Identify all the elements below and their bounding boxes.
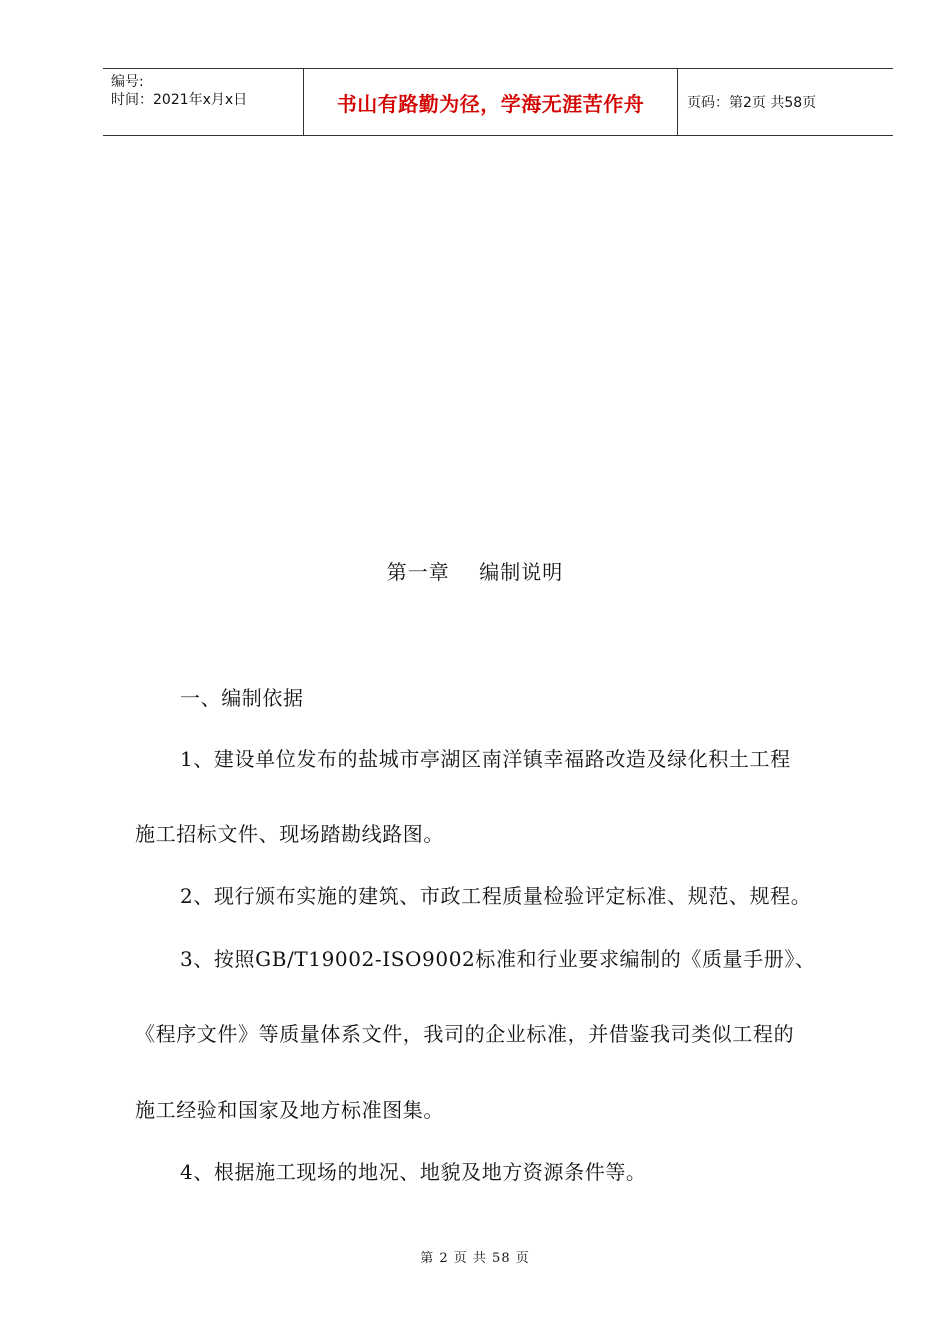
header-motto: 书山有路勤为径，学海无涯苦作舟 <box>304 69 678 135</box>
header-meta-cell <box>103 69 304 135</box>
body-line: 1、建设单位发布的盐城市亭湖区南洋镇幸福路改造及绿化积土工程 <box>180 747 791 771</box>
serial-number-label: 编号: <box>111 74 144 90</box>
body-line: 《程序文件》等质量体系文件，我司的企业标准，并借鉴我司类似工程的 <box>135 1022 795 1046</box>
page-footer: 第 2 页 共 58 页 <box>420 1251 530 1266</box>
chapter-number: 第一章 <box>386 560 450 584</box>
page-header <box>103 68 893 136</box>
body-line: 4、根据施工现场的地况、地貌及地方资源条件等。 <box>180 1160 647 1184</box>
chapter-title <box>0 556 950 585</box>
body-line: 2、现行颁布实施的建筑、市政工程质量检验评定标准、规范、规程。 <box>180 884 812 908</box>
section-heading: 一、编制依据 <box>180 686 304 710</box>
body-line: 3、按照GB/T19002-ISO9002标准和行业要求编制的《质量手册》、 <box>180 947 816 971</box>
header-page-number: 页码：第2页 共58页 <box>687 95 817 111</box>
chapter-name: 编制说明 <box>479 560 564 584</box>
date-label: 时间：2021年x月x日 <box>111 92 248 108</box>
body-line: 施工经验和国家及地方标准图集。 <box>135 1098 444 1122</box>
body-line: 施工招标文件、现场踏勘线路图。 <box>135 822 444 846</box>
